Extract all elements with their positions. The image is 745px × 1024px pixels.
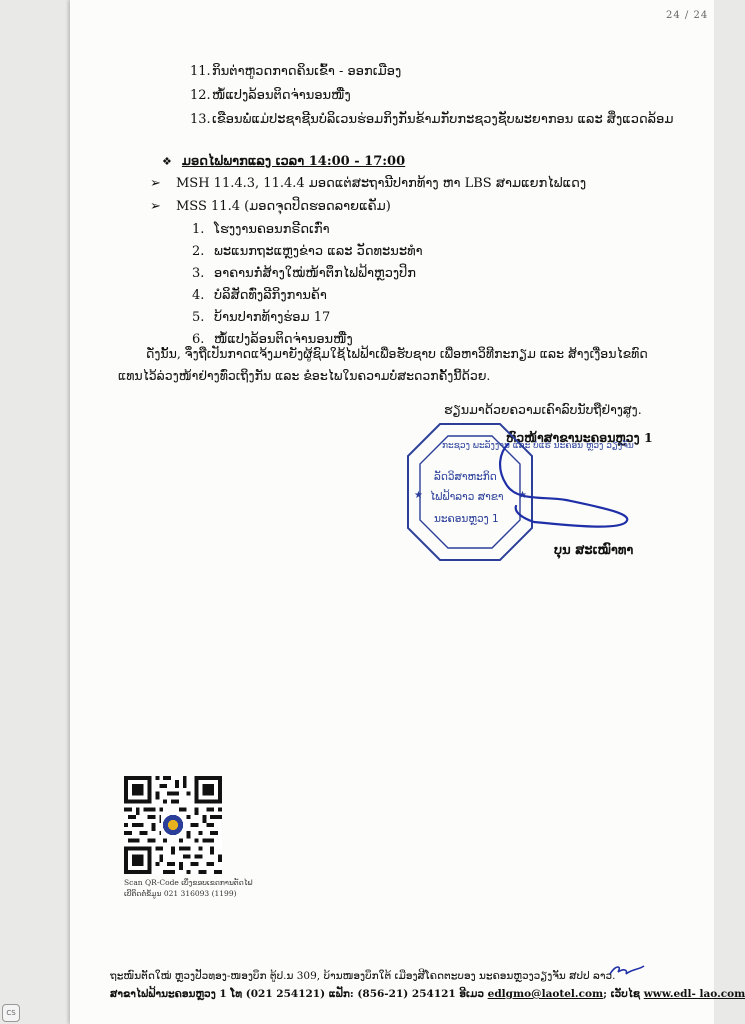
- list-item: 4. ບໍລິສັດທົ່ງລີກິງການຄ້າ: [192, 288, 327, 303]
- list-item: 6. ໜໍ້ແປງລ້ອນຕິດຈ່ານອນໜື່ງ: [192, 332, 353, 347]
- footer-address: ຖະໜົນຕັດໃໝ່ ຫຼວງປັວທອງ-ໜອງບຶກ ຕູ້ປ.ນ 309, ບ້ານໜອງບຶກໃຕ້ ເມືອງສີໂຄດຕະບອງ ນະຄອນຫຼວງວຽງຈັນ ສປປ ລາວ.: [110, 970, 616, 982]
- list-item: 3. ອາຄານກໍ່ສ້າງໃໝ່ໜ້າຕຶກໄຟຟ້າຫຼວງປິກ: [192, 266, 417, 281]
- handwritten-signature: [500, 444, 627, 527]
- body-paragraph-line: ດັ່ງນັ້ນ, ຈຶ່ງຖືເປັນກາດແຈ້ງມາຍັງຜູ້ຊົມໃຊ້ໄຟຟ້າເພື່ອຮັບຊາບ ເພື່ອຫາວິທີກະກຽມ ແລະ ສ້າງເງື່ອນໄຂທົດ: [146, 346, 648, 361]
- qr-code: [124, 776, 222, 874]
- qr-caption: Scan QR-Code ເບິ່ງຂອບເຂດການຕັດໄຟ: [124, 878, 253, 887]
- arrow-bullet-icon: ➢: [150, 176, 161, 191]
- page-number: 24 / 24: [666, 10, 709, 21]
- list-item: 1. ໂຮງງານຄອນກຣີດເກົ່າ: [192, 222, 330, 237]
- list-item: 5. ບ້ານປາກທ້າງຮ່ອມ 17: [192, 310, 331, 325]
- qr-caption: ເບີຕິດຕໍ່ຂໍ້ມູນ 021 316093 (1199): [124, 889, 237, 898]
- diamond-bullet-icon: ❖: [162, 155, 172, 168]
- list-item: 13.ເຂືອນພໍ່ແມ່ປະຊາຊີນບໍລິເວນຮ່ອມກິງກັນຂ້າມກັບກະຊວງຊັບພະຍາກອນ ແລະ ສິ່ງແວດລ້ອມ: [190, 112, 674, 127]
- stamp-line-2: ໄຟຟ້າລາວ ສາຂາ: [430, 491, 504, 503]
- footer-scribble: [604, 960, 650, 980]
- list-item: 2. ພະແນກຖະແຫຼງຂ່າວ ແລະ ວັດທະນະທຳ: [192, 244, 423, 259]
- list-item: 12.ໜໍ້ແປງລ້ອນຕິດຈ່ານອນໜື່ງ: [190, 88, 351, 103]
- star-icon: ★: [414, 490, 423, 501]
- email-link[interactable]: edlgmo@laotel.com: [487, 988, 604, 1000]
- stamp-line-3: ນະຄອນຫຼວງ 1: [434, 513, 499, 525]
- list-item: 11.ກິນຕ່າຫູວດກາດຄິນເຂົ້າ - ອອກເມືອງ: [190, 64, 402, 79]
- section-item: ➢ MSH 11.4.3, 11.4.4 ມອດແຕ່ສະຖານີປາກທ້າງ ຫາ LBS ສາມແຍກໄຟແດງ: [150, 176, 587, 191]
- stamp-line-1: ລັດວິສາຫະກິດ: [434, 471, 497, 483]
- signatory-title: ຫົວໜ້າສາຂານະຄອນຫຼວງ 1: [506, 430, 653, 445]
- website-link[interactable]: www.edl- lao.com: [643, 988, 745, 1000]
- footer-contact: ສາຂາໄຟຟ້ານະຄອນຫຼວງ 1 ໂທ (021 254121) ແຟັກ: (856-21) 254121 ອີເມວ edlgmo@laotel.com; ເວັບໄຊ www.edl- lao.com: [110, 988, 745, 1000]
- arrow-bullet-icon: ➢: [150, 199, 161, 214]
- closing-line: ຮຽນມາດ້ວຍຄວາມເຄົາລົບນັບຖືຢ່າງສູງ.: [444, 402, 642, 417]
- star-icon: ★: [518, 490, 527, 501]
- section-item: ➢ MSS 11.4 (ມອດຈຸດປິດຮອດລາຍແຄັມ): [150, 199, 391, 214]
- stamp-ring-top: ກະຊວງ ພະລັງງານ ແລະ ບໍ່ແຮ່ ນະຄອນ ຫຼວງ ວຽງຈັນ: [442, 441, 634, 451]
- body-paragraph-line: ແທນໄວ້ລ່ວງໜ້າຢ່າງທົ່ວເຖິງກັນ ແລະ ຂໍອະໄພໃນຄວາມບໍ່ສະດວກຄັ້ງນີ້ດ້ວຍ.: [118, 368, 491, 383]
- camscanner-icon: CS: [2, 1004, 20, 1022]
- afternoon-heading: ❖ ມອດໄຟພາກແລງ ເວລາ 14:00 - 17:00: [162, 154, 406, 169]
- signatory-name: ບຸນ ສະເໝົາທາ: [554, 543, 634, 558]
